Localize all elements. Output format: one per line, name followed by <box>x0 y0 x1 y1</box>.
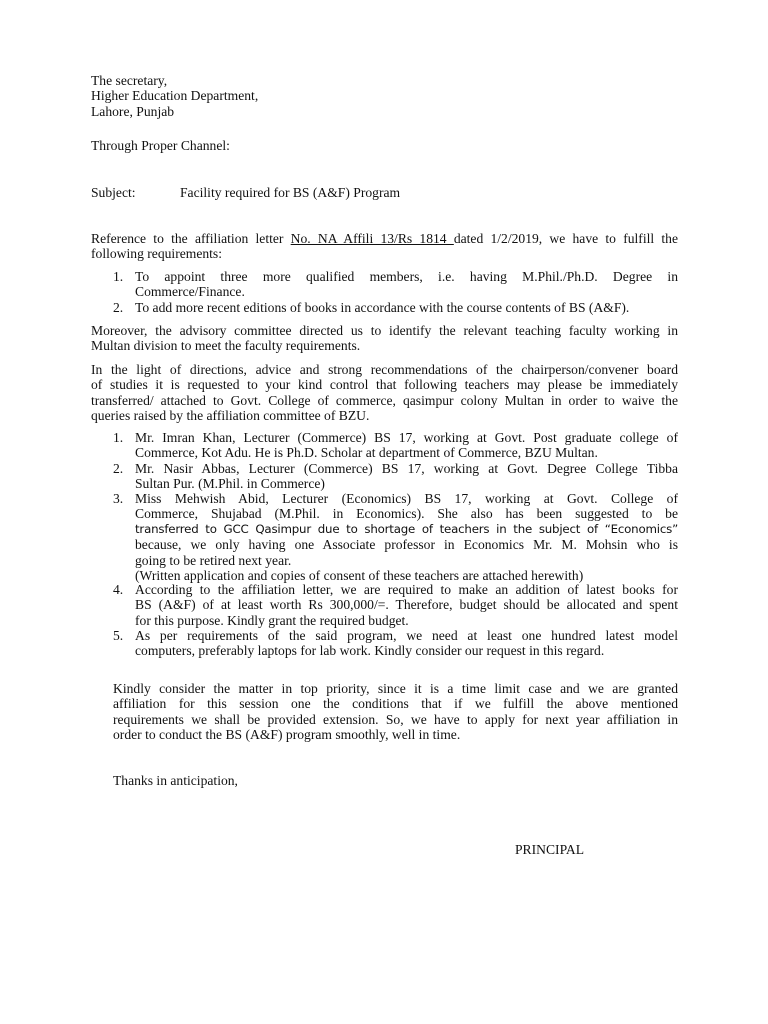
teacher-item <box>113 430 678 461</box>
channel-line: Through Proper Channel: <box>91 138 230 153</box>
paragraph-line: Kindly consider the matter in top priority, since it is a time limit case and we are granted <box>113 681 678 696</box>
teacher-item <box>113 582 678 628</box>
requirement-item <box>113 300 678 315</box>
paragraph-line: order to conduct the BS (A&F) program smoothly, well in time. <box>113 727 461 743</box>
recipient-address <box>91 73 678 119</box>
item-line: Commerce, Kot Adu. He is Ph.D. Scholar at department of Commerce, BZU Multan. <box>135 445 598 461</box>
paragraph-line: of studies it is requested to your kind control that following teachers may please be immediately <box>91 377 678 393</box>
item-number: 3. <box>113 491 124 506</box>
address-line: Higher Education Department, <box>91 88 259 104</box>
item-line: To appoint three more qualified members, i.e. having M.Phil./Ph.D. Degree in <box>135 269 678 284</box>
item-line: transferred to GCC Qasimpur due to shortage of teachers in the subject of “Economics” <box>135 521 678 536</box>
moreover-paragraph <box>91 323 678 354</box>
item-line: Mr. Imran Khan, Lecturer (Commerce) BS 17, working at Govt. Post graduate college of <box>135 430 678 445</box>
requirement-item <box>113 269 678 300</box>
item-line: To add more recent editions of books in accordance with the course contents of BS (A&F). <box>135 300 630 315</box>
item-number: 5. <box>113 628 124 643</box>
item-line: because, we only having one Associate professor in Economics Mr. M. Mohsin who is <box>135 537 678 553</box>
item-line: According to the affiliation letter, we are required to make an addition of latest books for <box>135 582 678 597</box>
reference-text: Reference to the affiliation letter <box>91 231 291 246</box>
item-line: (Written application and copies of consent of these teachers are attached herewith) <box>135 567 584 583</box>
subject-label: Subject: <box>91 185 136 200</box>
item-line: Mr. Nasir Abbas, Lecturer (Commerce) BS 17, working at Govt. Degree College Tibba <box>135 461 678 476</box>
request-paragraph <box>91 362 678 424</box>
thanks-line: Thanks in anticipation, <box>113 773 238 788</box>
item-number: 1. <box>113 430 124 445</box>
teacher-item <box>113 461 678 492</box>
item-number: 2. <box>113 300 124 315</box>
closing-paragraph <box>113 681 678 743</box>
letter-number: No. NA Affili 13/Rs 1814 <box>290 231 454 246</box>
paragraph-line: Multan division to meet the faculty requirements. <box>91 338 361 354</box>
paragraph-line: affiliation for this session one the conditions that if we fulfill the above mentioned <box>113 696 678 712</box>
item-line: computers, preferably laptops for lab work. Kindly consider our request in this regard. <box>135 643 605 659</box>
paragraph-line: Moreover, the advisory committee directed us to identify the relevant teaching faculty working in <box>91 323 678 338</box>
item-number: 1. <box>113 269 124 284</box>
reference-text: dated 1/2/2019, we have to fulfill the <box>453 231 678 246</box>
address-line: The secretary, <box>91 73 168 88</box>
item-number: 2. <box>113 461 124 476</box>
item-line: Sultan Pur. (M.Phil. in Commerce) <box>135 476 325 492</box>
item-line: going to be retired next year. <box>135 552 292 568</box>
paragraph-line: queries raised by the affiliation committee of BZU. <box>91 408 370 424</box>
item-line: Commerce, Shujabad (M.Phil. in Economics). She also has been suggested to be <box>135 506 678 522</box>
item-line: Miss Mehwish Abid, Lecturer (Economics) BS 17, working at Govt. College of <box>135 491 678 506</box>
paragraph-line: In the light of directions, advice and strong recommendations of the chairperson/convener board <box>91 362 678 377</box>
signature-title: PRINCIPAL <box>515 842 584 857</box>
item-number: 4. <box>113 582 124 597</box>
teacher-item <box>113 491 678 583</box>
paragraph-line: transferred/ attached to Govt. College of commerce, qasimpur colony Multan in order to waive the <box>91 392 678 408</box>
item-line: Commerce/Finance. <box>135 284 245 300</box>
item-line: for this purpose. Kindly grant the required budget. <box>135 612 409 628</box>
paragraph-line: requirements we shall be provided extension. So, we have to apply for next year affiliation in <box>113 711 678 727</box>
item-line: BS (A&F) of at least worth Rs 300,000/=. Therefore, budget should be allocated and spent <box>135 597 678 613</box>
item-line: As per requirements of the said program, we need at least one hundred latest model <box>135 628 678 643</box>
teacher-item <box>113 628 678 659</box>
reference-paragraph <box>91 231 678 262</box>
reference-text: following requirements: <box>91 246 222 262</box>
address-line: Lahore, Punjab <box>91 103 175 119</box>
subject-line <box>91 185 678 201</box>
subject-text: Facility required for BS (A&F) Program <box>180 185 401 200</box>
